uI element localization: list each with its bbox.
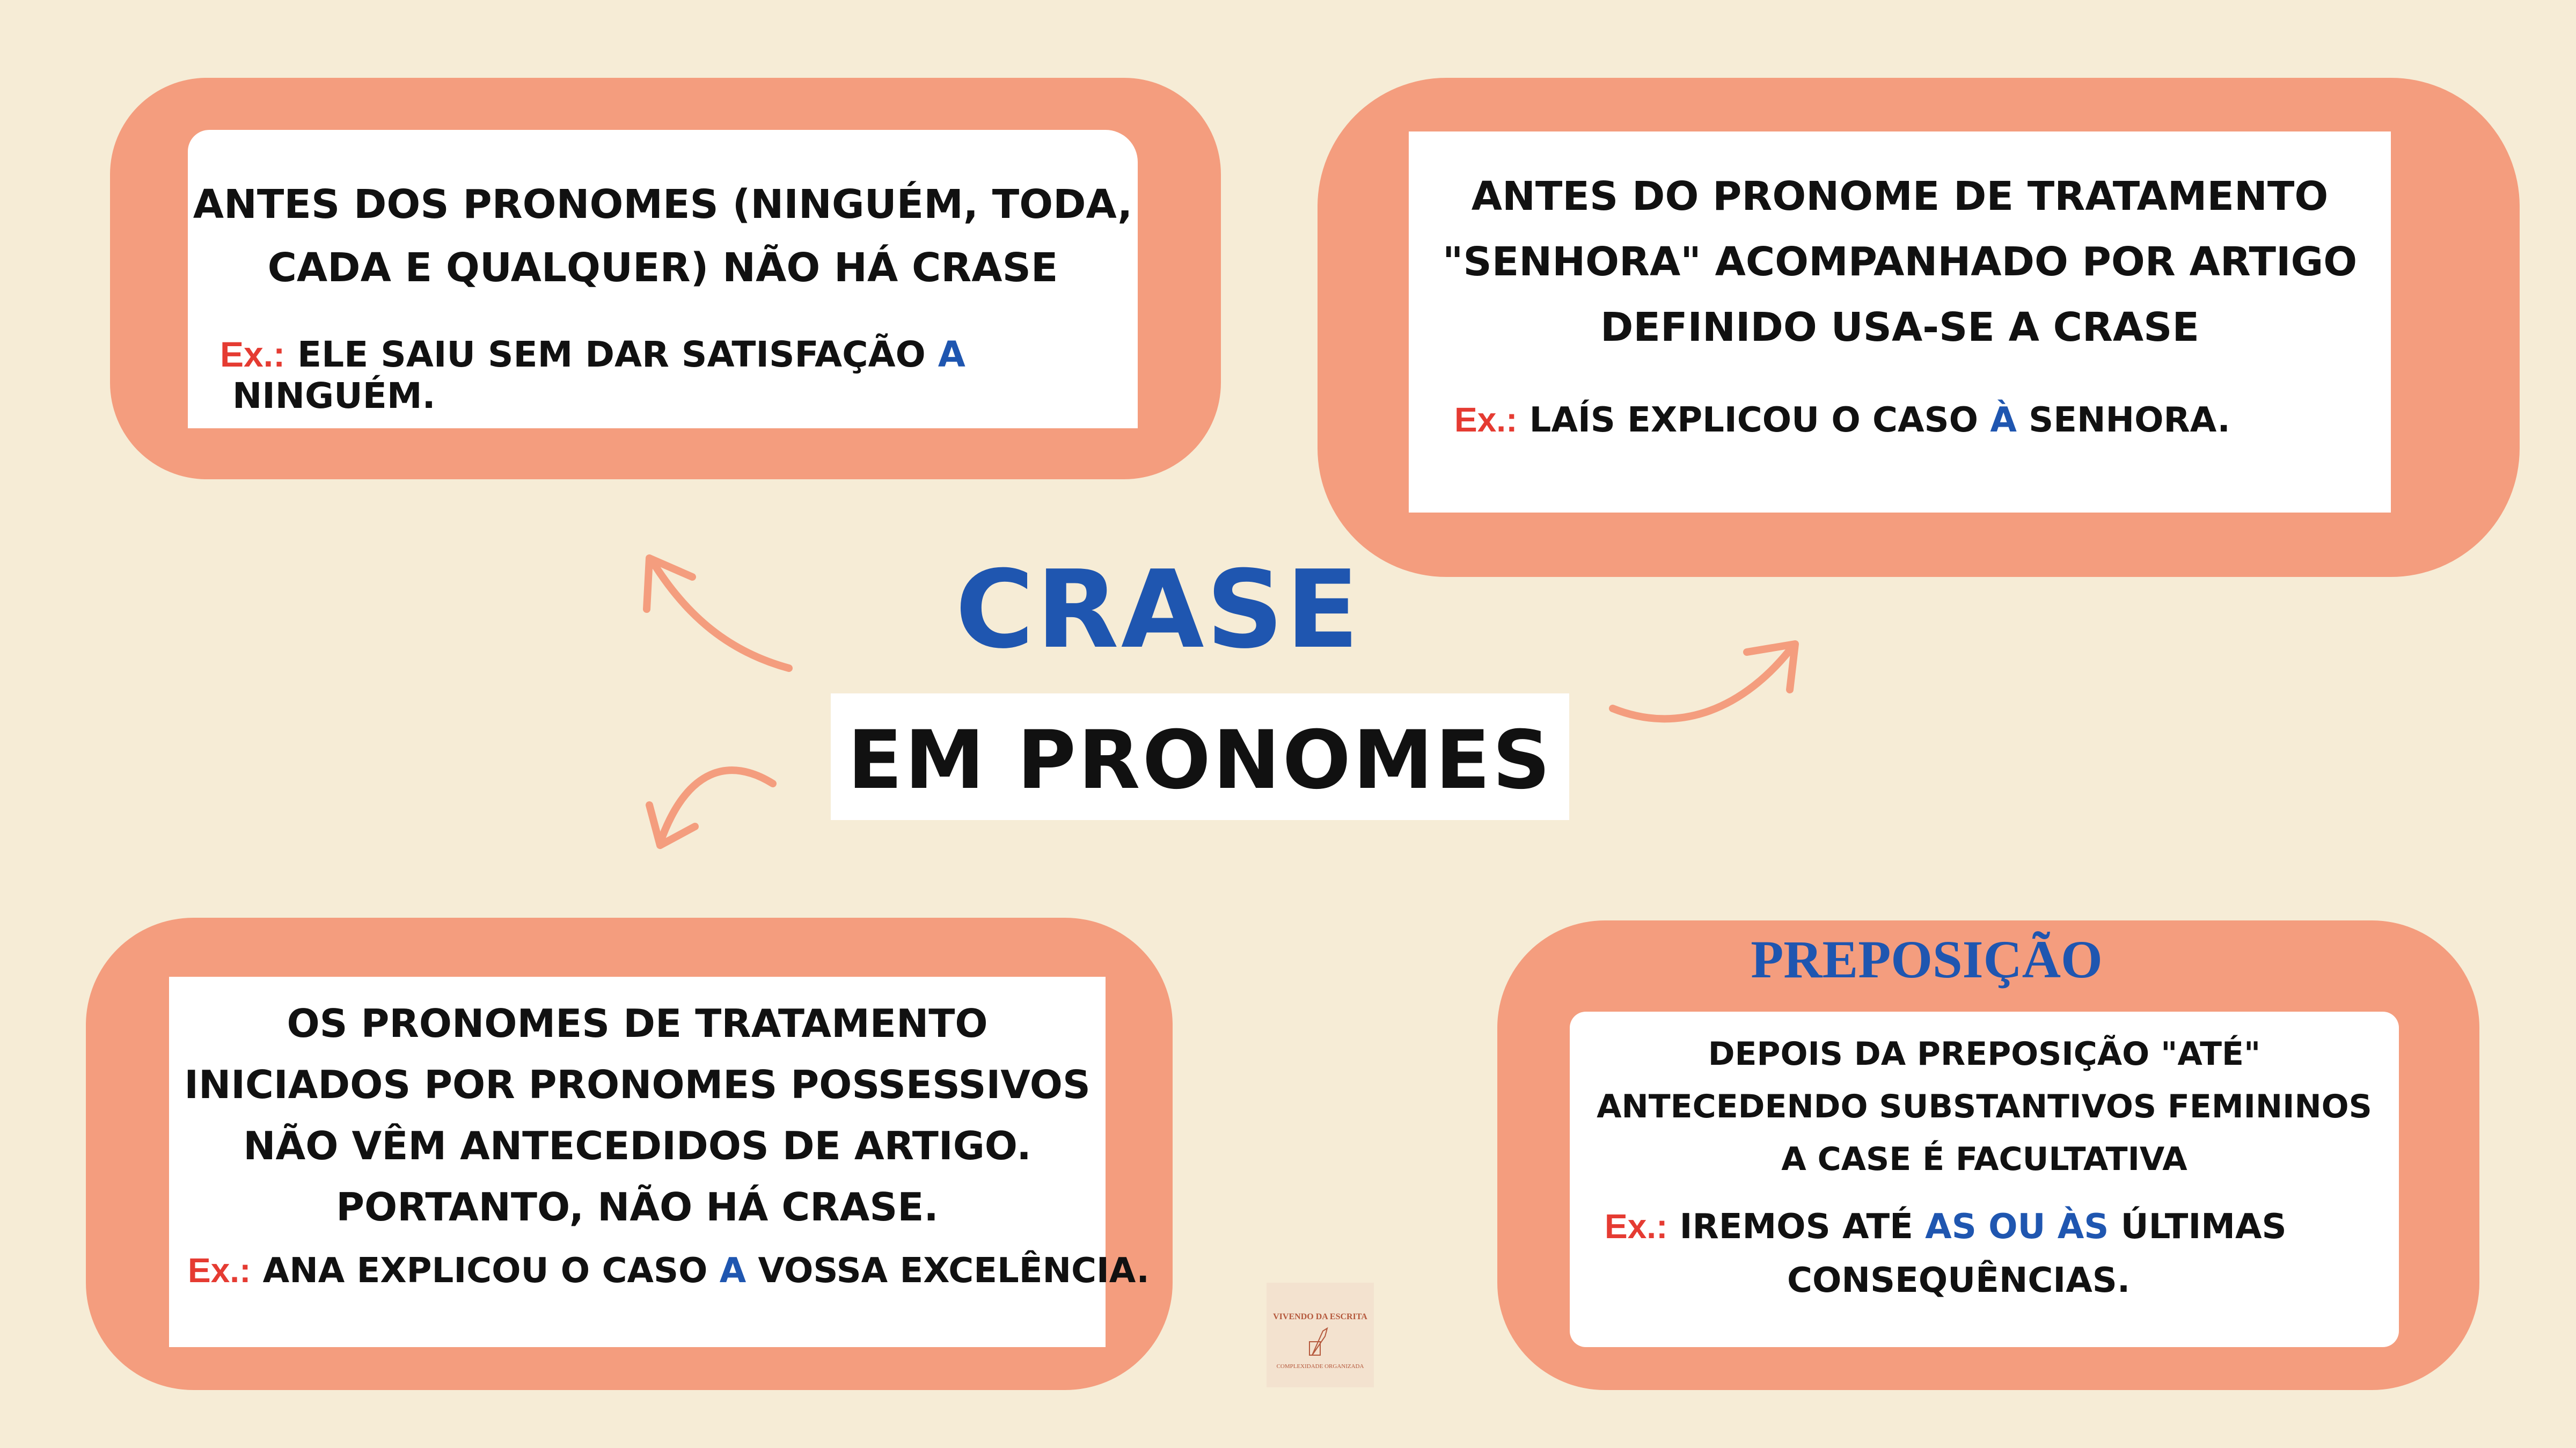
example-text: ÚLTIMAS [2109,1207,2287,1247]
example-highlight: A [938,334,965,375]
rule-line: OS PRONOMES DE TRATAMENTO [287,1001,988,1046]
example-highlight: À [1990,400,2017,440]
rule-text [169,993,1106,1238]
brand-logo [1267,1283,1374,1387]
example [220,334,1127,416]
example-label: Ex.: [1605,1207,1668,1246]
rule-line: ANTES DO PRONOME DE TRATAMENTO [1471,173,2329,220]
subtitle-box [831,693,1569,820]
example [188,1250,1150,1291]
example-text: IREMOS ATÉ [1667,1207,1926,1247]
rule-line: "SENHORA" ACOMPANHADO POR ARTIGO [1442,239,2358,285]
example [1454,400,2380,440]
example-label: Ex.: [1454,400,1518,439]
card-rule-1 [188,130,1138,428]
rule-line: DEPOIS DA PREPOSIÇÃO "ATÉ" [1708,1035,2261,1073]
curved-arrow-icon [647,558,789,668]
rule-line: ANTES DOS PRONOMES (NINGUÉM, TODA, [193,181,1133,228]
logo-title: VIVENDO DA ESCRITA [1273,1312,1367,1321]
example-text: ANA EXPLICOU O CASO [251,1251,720,1291]
rule-line: INICIADOS POR PRONOMES POSSESSIVOS [184,1062,1091,1107]
example-label: Ex.: [188,1251,251,1290]
example-text: VOSSA EXCELÊNCIA. [746,1251,1150,1291]
section-heading: PREPOSIÇÃO [1751,930,2103,989]
page-subtitle: EM PRONOMES [847,714,1553,807]
rule-text [1409,164,2391,360]
rule-line: NÃO VÊM ANTECEDIDOS DE ARTIGO. [243,1123,1031,1168]
card-rule-2 [1409,131,2391,513]
quill-icon [1307,1326,1334,1358]
example [1605,1200,2388,1307]
card-rule-3 [169,977,1150,1347]
example-continuation: CONSEQUÊNCIAS. [1787,1261,2131,1300]
rule-line: CADA E QUALQUER) NÃO HÁ CRASE [267,245,1058,291]
rule-text [188,173,1138,299]
example-text: ELE SAIU SEM DAR SATISFAÇÃO [285,334,938,375]
example-highlight: AS OU ÀS [1925,1207,2109,1247]
example-text: LAÍS EXPLICOU O CASO [1517,400,1990,440]
example-text: NINGUÉM. [220,375,436,416]
curved-arrow-icon [649,770,773,845]
example-label: Ex.: [220,334,286,374]
rule-text [1570,1028,2399,1186]
rule-line: PORTANTO, NÃO HÁ CRASE. [336,1184,939,1230]
card-rule-4 [1570,1012,2399,1347]
rule-line: A CASE É FACULTATIVA [1781,1140,2187,1178]
logo-tagline: COMPLEXIDADE ORGANIZADA [1276,1363,1364,1370]
rule-line: DEFINIDO USA-SE A CRASE [1600,304,2200,350]
curved-arrow-icon [1613,644,1795,719]
page-title: CRASE [955,547,1362,672]
example-highlight: A [719,1251,747,1291]
rule-line: ANTECEDENDO SUBSTANTIVOS FEMININOS [1597,1088,2372,1125]
example-text: SENHORA. [2016,400,2230,440]
